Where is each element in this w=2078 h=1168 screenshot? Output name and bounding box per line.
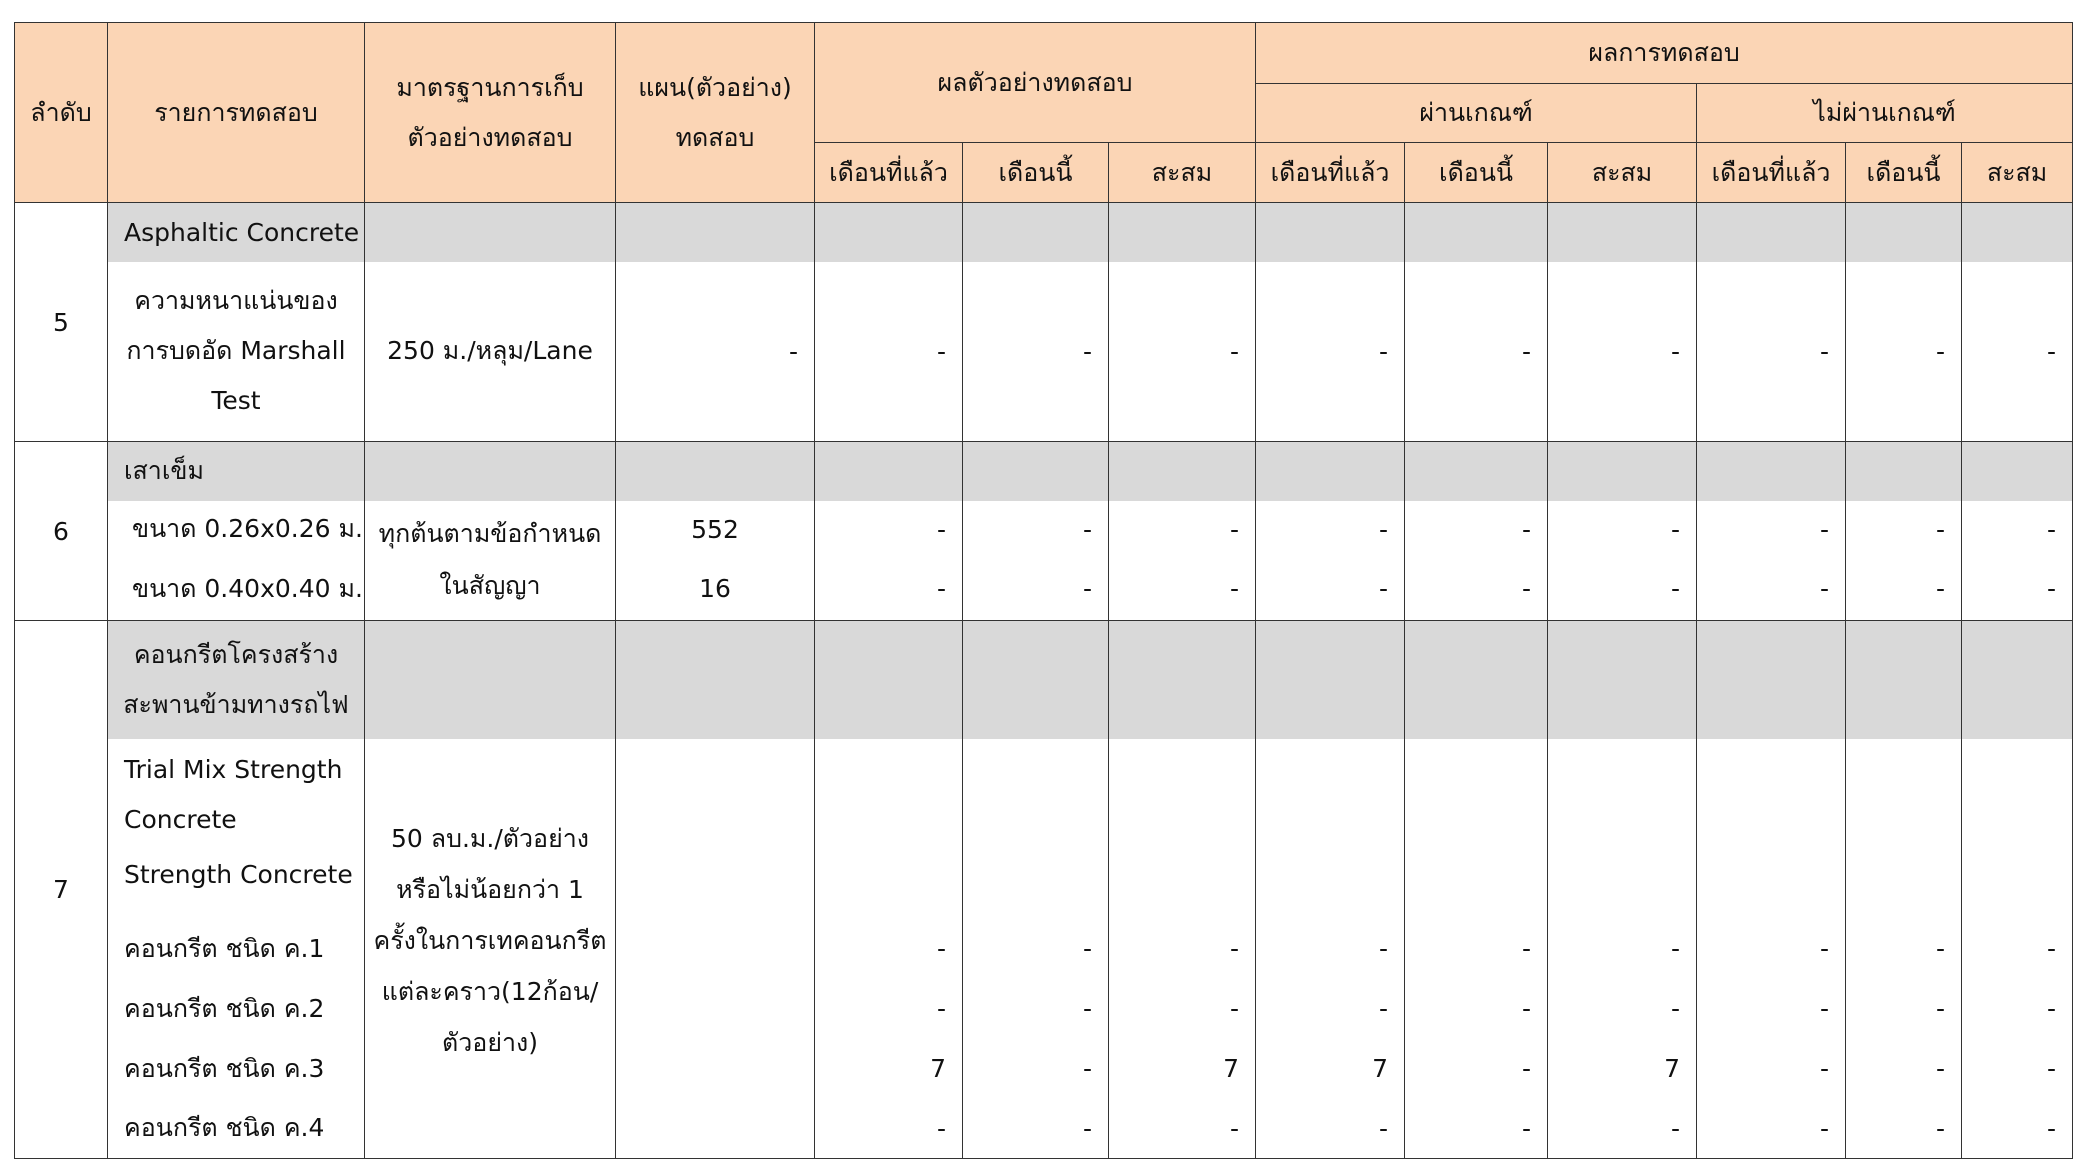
plan-value: -: [616, 262, 815, 442]
header-pass-this-month: เดือนนี้: [1405, 143, 1548, 203]
result-cell: -: [1256, 262, 1405, 442]
result-cell: -: [1109, 919, 1256, 979]
result-cell: -: [1256, 558, 1405, 621]
plan-value: 16: [616, 558, 815, 621]
plan-value: 552: [616, 501, 815, 558]
result-cell: -: [1697, 979, 1846, 1039]
test-results-table-container: [14, 22, 2072, 1142]
test-item-group: Trial Mix Strength Concrete Strength Concrete: [108, 739, 365, 919]
result-cell: -: [815, 558, 963, 621]
result-cell: -: [1405, 262, 1548, 442]
header-sample-cumulative: สะสม: [1109, 143, 1256, 203]
test-item: ขนาด 0.40x0.40 ม.: [108, 558, 365, 621]
result-cell: -: [963, 501, 1109, 558]
result-cell: -: [963, 1039, 1109, 1099]
result-cell: 7: [1548, 1039, 1697, 1099]
header-pass-last-month: เดือนที่แล้ว: [1256, 143, 1405, 203]
sampling-standard: ทุกต้นตามข้อกำหนด ในสัญญา: [365, 501, 616, 621]
result-cell: -: [1697, 1039, 1846, 1099]
section-seq: 6: [15, 442, 108, 621]
result-cell: -: [1846, 1039, 1962, 1099]
result-cell: -: [963, 919, 1109, 979]
result-cell: -: [1846, 558, 1962, 621]
result-cell: -: [1109, 262, 1256, 442]
result-cell: -: [815, 1099, 963, 1159]
header-pass: ผ่านเกณฑ์: [1256, 84, 1697, 143]
header-sample-this-month: เดือนนี้: [963, 143, 1109, 203]
header-fail: ไม่ผ่านเกณฑ์: [1697, 84, 2073, 143]
result-cell: -: [1548, 262, 1697, 442]
result-cell: -: [1109, 979, 1256, 1039]
result-cell: -: [1405, 979, 1548, 1039]
result-cell: -: [1109, 501, 1256, 558]
result-cell: -: [815, 262, 963, 442]
header-sample-results: ผลตัวอย่างทดสอบ: [815, 23, 1256, 143]
test-item: คอนกรีต ชนิด ค.3: [108, 1039, 365, 1099]
result-cell: -: [1405, 558, 1548, 621]
header-test-results: ผลการทดสอบ: [1256, 23, 2073, 84]
header-item: รายการทดสอบ: [108, 23, 365, 203]
test-item: คอนกรีต ชนิด ค.1: [108, 919, 365, 979]
result-cell: -: [1962, 558, 2073, 621]
result-cell: -: [1846, 501, 1962, 558]
section-seq: 7: [15, 621, 108, 1159]
header-fail-cumulative: สะสม: [1962, 143, 2073, 203]
test-item: ความหนาแน่นของ การบดอัด Marshall Test: [108, 262, 365, 442]
header-plan: แผน(ตัวอย่าง) ทดสอบ: [616, 23, 815, 203]
result-cell: -: [1548, 501, 1697, 558]
header-fail-last-month: เดือนที่แล้ว: [1697, 143, 1846, 203]
result-cell: -: [1405, 1099, 1548, 1159]
section-title: Asphaltic Concrete: [108, 203, 365, 262]
test-item: คอนกรีต ชนิด ค.2: [108, 979, 365, 1039]
result-cell: -: [1962, 979, 2073, 1039]
result-cell: -: [815, 919, 963, 979]
result-cell: -: [1962, 1099, 2073, 1159]
result-cell: -: [1405, 919, 1548, 979]
result-cell: 7: [815, 1039, 963, 1099]
header-pass-cumulative: สะสม: [1548, 143, 1697, 203]
result-cell: -: [1405, 1039, 1548, 1099]
header-fail-this-month: เดือนนี้: [1846, 143, 1962, 203]
result-cell: -: [1109, 1099, 1256, 1159]
result-cell: -: [815, 979, 963, 1039]
section-title: เสาเข็ม: [108, 442, 365, 501]
result-cell: -: [1256, 979, 1405, 1039]
result-cell: -: [1846, 262, 1962, 442]
section-title: คอนกรีตโครงสร้าง สะพานข้ามทางรถไฟ: [108, 621, 365, 739]
result-cell: -: [1256, 919, 1405, 979]
sampling-standard: 50 ลบ.ม./ตัวอย่าง หรือไม่น้อยกว่า 1 ครั้งในการเทคอนกรีต แต่ละคราว(12ก้อน/ ตัวอย่าง): [365, 739, 616, 1159]
result-cell: -: [963, 558, 1109, 621]
section-seq: 5: [15, 203, 108, 442]
sampling-standard: 250 ม./หลุม/Lane: [365, 262, 616, 442]
result-cell: -: [1548, 919, 1697, 979]
result-cell: -: [815, 501, 963, 558]
result-cell: -: [1697, 1099, 1846, 1159]
result-cell: -: [1548, 1099, 1697, 1159]
result-cell: -: [1697, 501, 1846, 558]
result-cell: -: [963, 262, 1109, 442]
result-cell: -: [963, 979, 1109, 1039]
result-cell: -: [1846, 979, 1962, 1039]
test-item: คอนกรีต ชนิด ค.4: [108, 1099, 365, 1159]
result-cell: -: [1405, 501, 1548, 558]
result-cell: -: [1256, 1099, 1405, 1159]
result-cell: -: [1962, 262, 2073, 442]
test-results-table: [14, 22, 2073, 1159]
plan-value: [616, 739, 815, 1159]
test-item: ขนาด 0.26x0.26 ม.: [108, 501, 365, 558]
result-cell: -: [1962, 501, 2073, 558]
header-seq: ลำดับ: [15, 23, 108, 203]
result-cell: -: [1256, 501, 1405, 558]
result-cell: -: [1548, 558, 1697, 621]
result-cell: 7: [1256, 1039, 1405, 1099]
result-cell: -: [1846, 919, 1962, 979]
result-cell: -: [1109, 558, 1256, 621]
header-sample-last-month: เดือนที่แล้ว: [815, 143, 963, 203]
result-cell: -: [1697, 558, 1846, 621]
result-cell: -: [1962, 919, 2073, 979]
header-standard: มาตรฐานการเก็บ ตัวอย่างทดสอบ: [365, 23, 616, 203]
result-cell: -: [1697, 262, 1846, 442]
result-cell: -: [1846, 1099, 1962, 1159]
result-cell: -: [1962, 1039, 2073, 1099]
result-cell: -: [1548, 979, 1697, 1039]
result-cell: 7: [1109, 1039, 1256, 1099]
result-cell: -: [1697, 919, 1846, 979]
result-cell: -: [963, 1099, 1109, 1159]
